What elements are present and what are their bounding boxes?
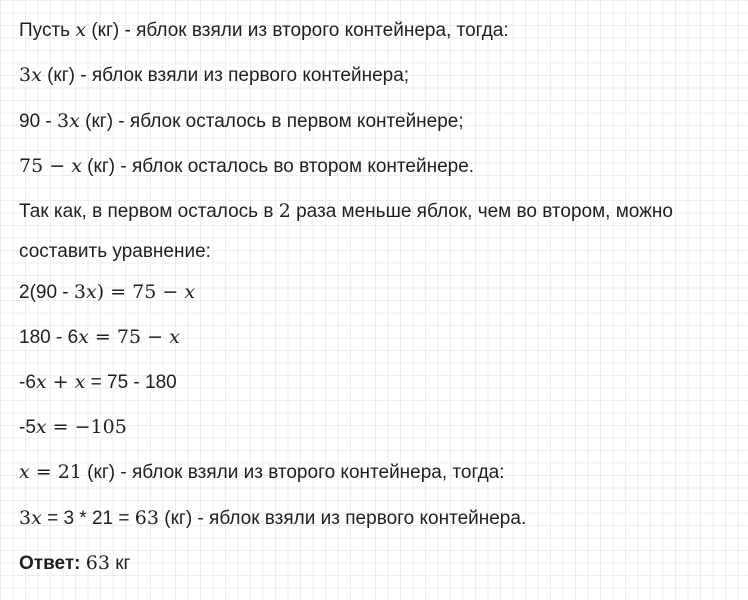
- line-text: (кг) - яблок взяли из второго контейнера, тогда:: [86, 20, 509, 41]
- line-text: 63: [134, 507, 159, 529]
- line-text: ) =: [96, 281, 133, 303]
- line-text: 3: [19, 64, 32, 86]
- line-3: [19, 109, 738, 134]
- line-text: (кг) - яблок взяли из первого контейнера.: [158, 508, 527, 529]
- math-variable: x: [184, 281, 196, 303]
- line-text: =: [88, 326, 117, 348]
- math-variable: x: [86, 281, 97, 303]
- line-text: Так как, в первом осталось в: [19, 201, 279, 222]
- line-text: 90 -: [19, 111, 58, 132]
- line-text: 2: [278, 200, 291, 222]
- line-12: [19, 506, 738, 531]
- math-variable: x: [75, 19, 87, 41]
- math-variable: x: [31, 507, 42, 529]
- line-text: = 75 - 180: [85, 372, 177, 393]
- math-variable: x: [35, 371, 47, 393]
- line-text: 75 −: [116, 326, 170, 348]
- math-variable: x: [74, 371, 86, 393]
- line-1: [19, 18, 738, 43]
- line-text: = 21: [29, 461, 82, 483]
- math-variable: x: [31, 64, 42, 86]
- line-5: [19, 199, 738, 224]
- line-4: [19, 154, 738, 179]
- line-text: составить уравнение:: [19, 241, 211, 262]
- line-text: (кг) - яблок осталось в первом контейнере;: [79, 111, 464, 132]
- math-variable: x: [19, 461, 30, 483]
- line-text: 3: [73, 281, 87, 303]
- line-text: Пусть: [19, 20, 76, 41]
- line-text: 3: [57, 110, 70, 132]
- line-text: 2(90 -: [19, 282, 74, 303]
- line-text: -6: [19, 372, 36, 393]
- line-text: -5: [19, 417, 36, 438]
- line-text: (кг) - яблок осталось во втором контейнере.: [81, 156, 475, 177]
- math-variable: x: [78, 326, 89, 348]
- line-9: [19, 370, 738, 395]
- line-text: 75 −: [132, 281, 185, 303]
- line-text: 75 −: [19, 155, 72, 177]
- line-text: (кг) - яблок взяли из второго контейнера, тогда:: [81, 462, 505, 483]
- math-variable: x: [69, 110, 80, 132]
- math-variable: x: [169, 326, 180, 348]
- line-11: [19, 460, 738, 485]
- line-8: [19, 325, 738, 350]
- line-text: 3: [19, 507, 32, 529]
- line-text: (кг) - яблок взяли из первого контейнера;: [41, 65, 410, 86]
- math-variable: x: [35, 416, 47, 438]
- answer-line: [19, 551, 738, 576]
- line-text: раза меньше яблок, чем во втором, можно: [290, 201, 673, 222]
- math-variable: x: [71, 155, 82, 177]
- line-text: +: [46, 371, 75, 393]
- line-text: 63: [85, 552, 110, 574]
- line-text: 180 - 6: [19, 327, 79, 348]
- answer-label: Ответ:: [19, 553, 81, 574]
- line-text: = −105: [46, 416, 127, 438]
- line-text: = 3 * 21 =: [41, 508, 135, 529]
- line-2: [19, 63, 738, 88]
- line-7: [19, 280, 738, 305]
- line-10: [19, 415, 738, 440]
- line-6: [19, 240, 738, 264]
- line-text: кг: [109, 553, 131, 574]
